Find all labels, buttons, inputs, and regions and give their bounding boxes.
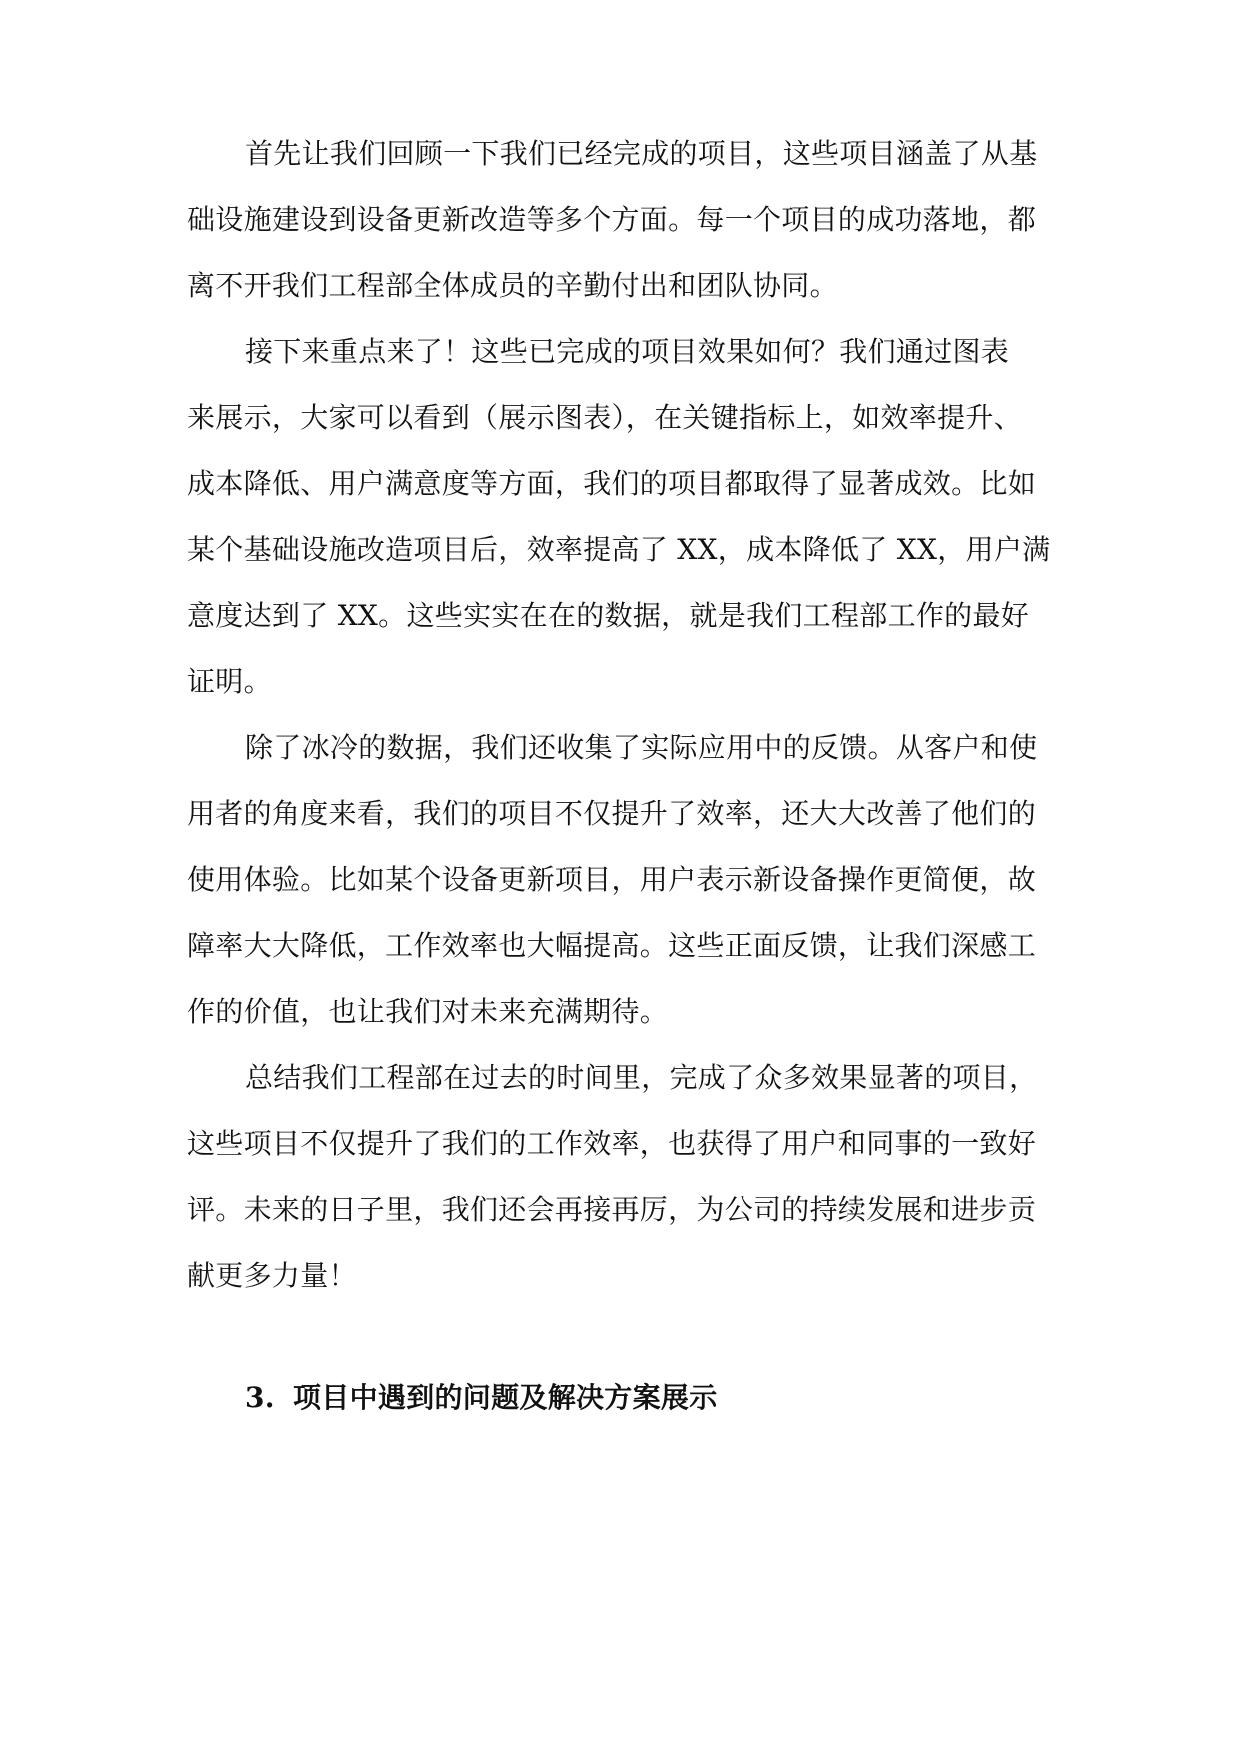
paragraph-line: 献更多力量！ <box>187 1259 357 1292</box>
section-heading-title: 项目中遇到的问题及解决方案展示 <box>293 1381 718 1414</box>
paragraph-line: 某个基础设施改造项目后，效率提高了 XX，成本降低了 XX，用户满 <box>187 533 1051 566</box>
paragraph-line: 证明。 <box>187 665 272 698</box>
paragraph-line: 来展示，大家可以看到（展示图表），在关键指标上，如效率提升、 <box>187 401 1023 434</box>
paragraph-line: 评。未来的日子里，我们还会再接再厉，为公司的持续发展和进步贡 <box>187 1193 1037 1226</box>
paragraph-line: 础设施建设到设备更新改造等多个方面。每一个项目的成功落地，都 <box>187 203 1037 236</box>
section-heading-number: 3. <box>245 1381 275 1414</box>
paragraph-line: 作的价值，也让我们对未来充满期待。 <box>187 995 669 1028</box>
paragraph-line: 使用体验。比如某个设备更新项目，用户表示新设备操作更简便，故 <box>187 863 1037 896</box>
paragraph-line: 总结我们工程部在过去的时间里，完成了众多效果显著的项目， <box>245 1061 1038 1094</box>
paragraph-line: 用者的角度来看，我们的项目不仅提升了效率，还大大改善了他们的 <box>187 797 1037 830</box>
paragraph-line: 这些项目不仅提升了我们的工作效率，也获得了用户和同事的一致好 <box>187 1127 1037 1160</box>
paragraph-line: 除了冰冷的数据，我们还收集了实际应用中的反馈。从客户和使 <box>245 731 1038 764</box>
paragraph-line: 离不开我们工程部全体成员的辛勤付出和团队协同。 <box>187 269 838 302</box>
paragraph-line: 接下来重点来了！这些已完成的项目效果如何？我们通过图表 <box>245 335 1010 368</box>
paragraph-line: 障率大大降低，工作效率也大幅提高。这些正面反馈，让我们深感工 <box>187 929 1037 962</box>
paragraph-line: 意度达到了 XX。这些实实在在的数据，就是我们工程部工作的最好 <box>187 599 1030 632</box>
paragraph-line: 成本降低、用户满意度等方面，我们的项目都取得了显著成效。比如 <box>187 467 1037 500</box>
paragraph-line: 首先让我们回顾一下我们已经完成的项目，这些项目涵盖了从基 <box>245 137 1038 170</box>
section-heading <box>245 1376 718 1420</box>
